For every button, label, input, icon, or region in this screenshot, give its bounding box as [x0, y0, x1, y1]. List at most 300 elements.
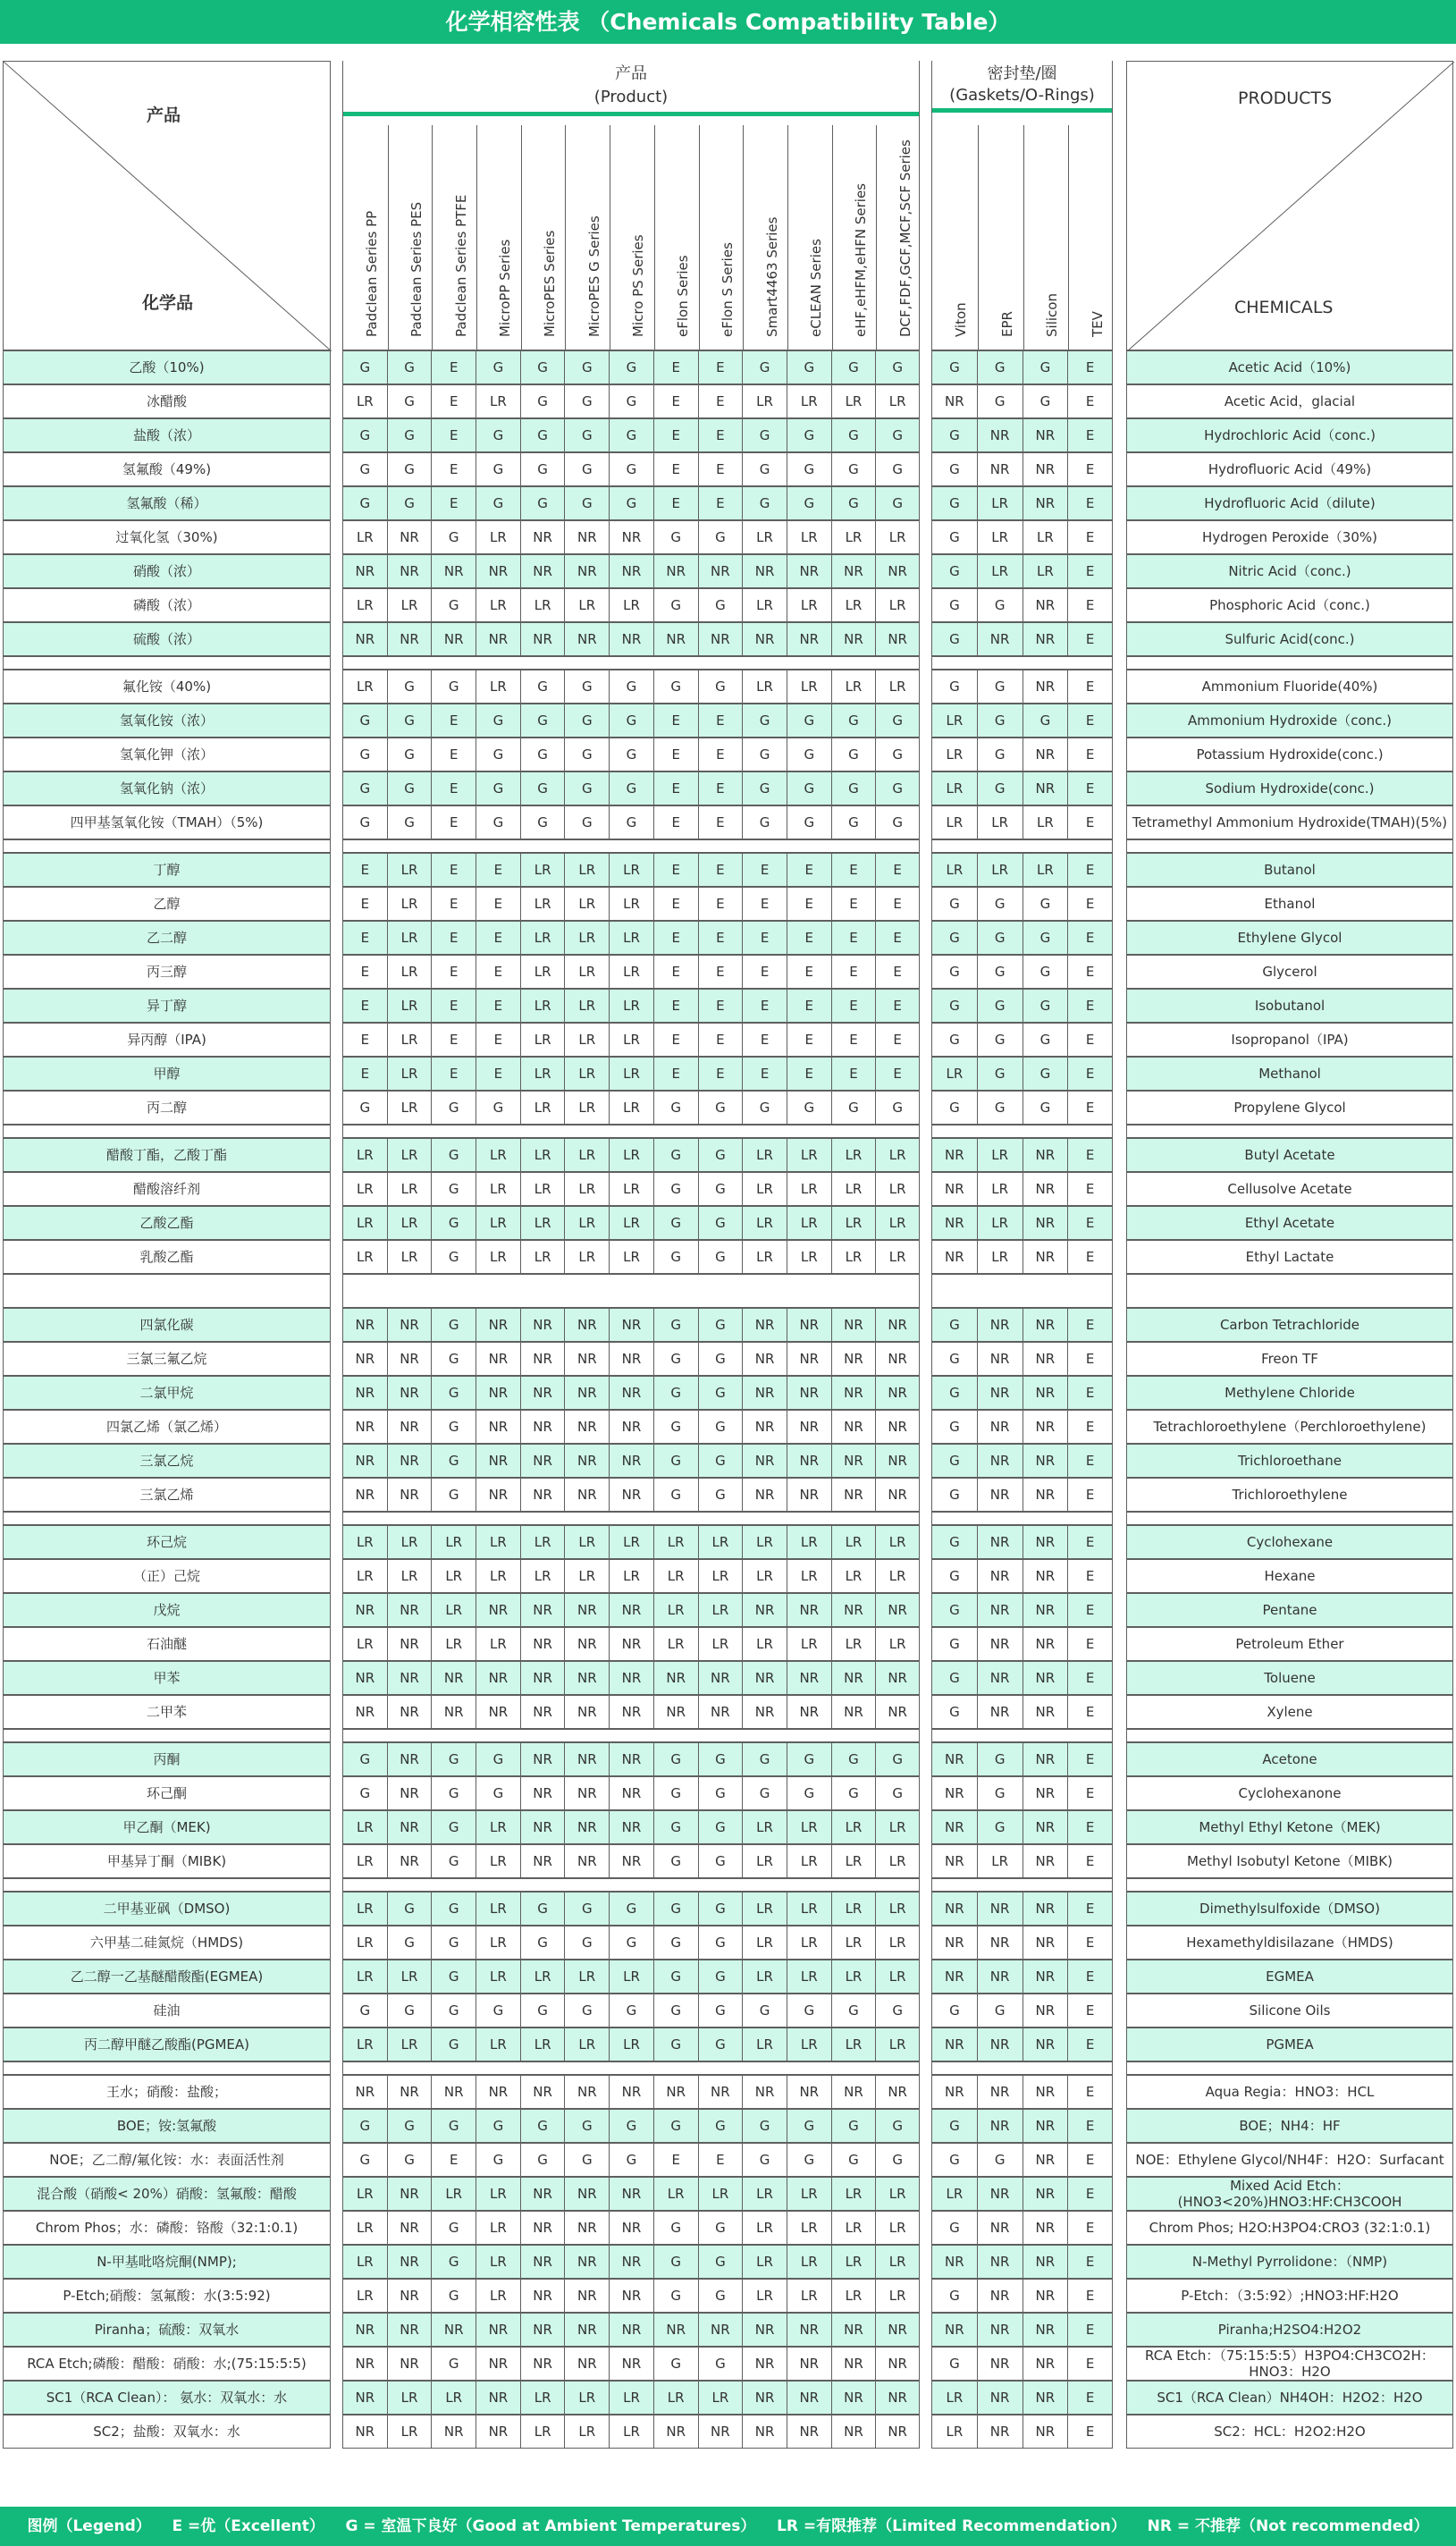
product-rating-cell: NR [787, 2381, 831, 2415]
product-rating-cell: E [476, 887, 520, 921]
gasket-rating-cell: E [1067, 1376, 1113, 1410]
product-rating-cell: G [520, 1926, 565, 1960]
product-rating-cell: NR [653, 1695, 698, 1729]
gasket-rating-cell: G [931, 2143, 977, 2177]
product-rating-cell: G [342, 738, 387, 771]
gasket-rating-cell: LR [931, 853, 977, 887]
product-rating-cell: LR [564, 2415, 609, 2449]
product-rating-cell: NR [742, 1695, 787, 1729]
chemical-name-en: Hydrofluoric Acid（dilute) [1126, 486, 1453, 520]
product-rating-cell: G [698, 1138, 743, 1172]
gasket-rating-cell: NR [1023, 622, 1068, 656]
product-rating-cell: LR [787, 1627, 831, 1661]
product-rating-cell: LR [520, 1240, 565, 1274]
product-rating-cell: G [387, 2143, 432, 2177]
product-rating-cell: G [787, 805, 831, 839]
product-rating-cell: G [742, 2143, 787, 2177]
product-rating-cell: G [520, 418, 565, 452]
chemical-name-en: Hexane [1126, 1559, 1453, 1593]
gasket-rating-cell: G [977, 1023, 1023, 1057]
chemical-name-en: Glycerol [1126, 955, 1453, 989]
product-rating-cell: G [787, 2109, 831, 2143]
gasket-rating-cell: NR [1023, 1444, 1068, 1478]
product-rating-cell: LR [609, 955, 653, 989]
product-rating-cell: E [831, 989, 876, 1023]
chemical-name-cn: 氟化铵（40%) [3, 670, 331, 704]
product-rating-cell: E [653, 738, 698, 771]
product-rating-cell: LR [520, 1057, 565, 1091]
product-rating-cell: G [609, 1994, 653, 2028]
chemical-name-cn: 硅油 [3, 1994, 331, 2028]
product-rating-cell: E [431, 384, 476, 418]
product-rating-cell: E [787, 1023, 831, 1057]
gasket-rating-cell: NR [931, 1810, 977, 1844]
chemical-name-cn: 盐酸（浓） [3, 418, 331, 452]
group-spacer [3, 1274, 331, 1308]
gasket-rating-cell: G [931, 2109, 977, 2143]
gasket-group-cn: 密封垫/圈 [987, 64, 1057, 83]
product-rating-cell: G [387, 486, 432, 520]
gasket-rating-cell: E [1067, 1776, 1113, 1810]
product-rating-cell: E [698, 805, 743, 839]
gasket-rating-cell: E [1067, 1844, 1113, 1878]
product-rating-cell: G [476, 486, 520, 520]
product-rating-cell: LR [520, 1206, 565, 1240]
product-group-en: (Product) [593, 88, 669, 106]
product-rating-cell: G [787, 738, 831, 771]
product-rating-cell: LR [831, 2245, 876, 2279]
gasket-rating-cell: NR [977, 2109, 1023, 2143]
product-rating-cell: G [698, 670, 743, 704]
product-rating-cell: NR [387, 1742, 432, 1776]
gasket-rating-cell: E [1067, 1478, 1113, 1512]
product-rating-cell: LR [431, 1627, 476, 1661]
product-rating-cell: NR [342, 1410, 387, 1444]
group-spacer [3, 1878, 331, 1892]
chemical-name-cn: 乙二醇一乙基醚醋酸酯(EGMEA) [3, 1960, 331, 1994]
gasket-rating-cell: NR [977, 452, 1023, 486]
chemical-name-cn: 甲基异丁酮（MIBK) [3, 1844, 331, 1878]
product-rating-cell: G [831, 2109, 876, 2143]
gasket-rating-cell: LR [1023, 805, 1068, 839]
product-rating-cell: G [609, 384, 653, 418]
product-rating-cell: LR [387, 1057, 432, 1091]
chemical-name-cn: 石油醚 [3, 1627, 331, 1661]
gasket-rating-cell: NR [1023, 588, 1068, 622]
product-rating-cell: LR [787, 1206, 831, 1240]
product-rating-cell: E [653, 418, 698, 452]
product-rating-cell: G [742, 1776, 787, 1810]
gasket-rating-cell: G [1023, 704, 1068, 738]
chemical-name-en: Methyl Ethyl Ketone（MEK) [1126, 1810, 1453, 1844]
product-rating-cell: G [431, 588, 476, 622]
product-rating-cell: G [476, 1091, 520, 1125]
product-rating-cell: NR [787, 2415, 831, 2449]
product-rating-cell: NR [564, 1661, 609, 1695]
product-rating-cell: NR [831, 2075, 876, 2109]
product-rating-cell: LR [520, 2415, 565, 2449]
product-rating-cell: G [831, 418, 876, 452]
gasket-rating-cell: G [931, 1661, 977, 1695]
product-rating-cell: NR [875, 1695, 920, 1729]
product-rating-cell: NR [609, 2211, 653, 2245]
gasket-rating-cell: G [931, 588, 977, 622]
gasket-column-header [1068, 125, 1114, 350]
product-rating-cell: E [431, 350, 476, 384]
product-rating-cell: LR [787, 2177, 831, 2211]
group-spacer [342, 2061, 920, 2075]
product-rating-cell: E [653, 452, 698, 486]
product-rating-cell: NR [875, 1308, 920, 1342]
product-rating-cell: NR [387, 2211, 432, 2245]
gasket-rating-cell: NR [1023, 1742, 1068, 1776]
gasket-rating-cell: E [1067, 1410, 1113, 1444]
product-rating-cell: LR [831, 1240, 876, 1274]
chemical-name-cn: 丙三醇 [3, 955, 331, 989]
product-rating-cell: NR [787, 1444, 831, 1478]
chemical-name-cn: 二甲苯 [3, 1695, 331, 1729]
gasket-rating-cell: E [1067, 350, 1113, 384]
product-rating-cell: LR [875, 2028, 920, 2061]
product-rating-cell: G [875, 1091, 920, 1125]
product-rating-cell: LR [742, 2279, 787, 2313]
product-rating-cell: E [698, 921, 743, 955]
product-column-header [476, 125, 521, 350]
product-rating-cell: NR [787, 1695, 831, 1729]
product-rating-cell: G [653, 2211, 698, 2245]
product-rating-cell: E [698, 452, 743, 486]
product-column-label: Smart4463 Series [763, 216, 780, 337]
gasket-rating-cell: LR [931, 1057, 977, 1091]
chemical-name-en: PGMEA [1126, 2028, 1453, 2061]
product-rating-cell: LR [653, 1559, 698, 1593]
product-rating-cell: G [431, 1240, 476, 1274]
product-rating-cell: LR [875, 588, 920, 622]
product-rating-cell: G [431, 1444, 476, 1478]
gasket-rating-cell: G [977, 588, 1023, 622]
gasket-rating-cell: NR [931, 1844, 977, 1878]
product-rating-cell: E [742, 955, 787, 989]
gasket-rating-cell: NR [1023, 2177, 1068, 2211]
gasket-column-header [978, 125, 1023, 350]
gasket-rating-cell: G [931, 670, 977, 704]
product-rating-cell: LR [875, 2177, 920, 2211]
product-rating-cell: E [653, 853, 698, 887]
product-rating-cell: LR [520, 887, 565, 921]
product-rating-cell: NR [520, 2211, 565, 2245]
gasket-rating-cell: NR [977, 2313, 1023, 2347]
gasket-rating-cell: G [931, 887, 977, 921]
group-spacer [1126, 839, 1453, 853]
product-rating-cell: E [698, 853, 743, 887]
product-rating-cell: E [875, 853, 920, 887]
group-spacer [1126, 1729, 1453, 1742]
header-chemical-cn: 化学品 [142, 293, 194, 313]
product-rating-cell: LR [387, 1525, 432, 1559]
product-rating-cell: LR [875, 1559, 920, 1593]
gasket-rating-cell: NR [1023, 2211, 1068, 2245]
product-rating-cell: G [564, 670, 609, 704]
product-rating-cell: LR [831, 2279, 876, 2313]
gasket-rating-cell: NR [977, 1926, 1023, 1960]
product-rating-cell: LR [564, 1240, 609, 1274]
product-rating-cell: LR [742, 588, 787, 622]
product-rating-cell: G [653, 1308, 698, 1342]
product-rating-cell: NR [609, 2245, 653, 2279]
product-rating-cell: E [342, 1057, 387, 1091]
product-rating-cell: LR [342, 2028, 387, 2061]
product-rating-cell: NR [831, 1478, 876, 1512]
product-rating-cell: NR [520, 1695, 565, 1729]
product-rating-cell: NR [609, 2177, 653, 2211]
product-rating-cell: NR [831, 1444, 876, 1478]
gasket-rating-cell: NR [1023, 486, 1068, 520]
product-rating-cell: G [653, 1994, 698, 2028]
gasket-rating-cell: NR [1023, 2028, 1068, 2061]
product-rating-cell: NR [387, 2279, 432, 2313]
product-rating-cell: NR [520, 1810, 565, 1844]
product-rating-cell: G [698, 1172, 743, 1206]
product-rating-cell: E [875, 921, 920, 955]
product-rating-cell: NR [831, 2415, 876, 2449]
product-rating-cell: LR [476, 1892, 520, 1926]
product-rating-cell: LR [342, 1206, 387, 1240]
gasket-rating-cell: NR [1023, 1172, 1068, 1206]
gasket-rating-cell: G [1023, 1023, 1068, 1057]
product-rating-cell: LR [742, 1627, 787, 1661]
gasket-rating-cell: G [977, 955, 1023, 989]
product-rating-cell: G [431, 1892, 476, 1926]
product-rating-cell: G [342, 486, 387, 520]
product-rating-cell: LR [875, 2279, 920, 2313]
product-rating-cell: G [653, 1892, 698, 1926]
product-rating-cell: LR [476, 2279, 520, 2313]
product-rating-cell: NR [742, 622, 787, 656]
gasket-rating-cell: NR [1023, 2381, 1068, 2415]
product-rating-cell: G [431, 1308, 476, 1342]
product-rating-cell: G [653, 2028, 698, 2061]
product-rating-cell: G [653, 1810, 698, 1844]
gasket-rating-cell: G [977, 350, 1023, 384]
product-rating-cell: LR [387, 588, 432, 622]
gasket-rating-cell: E [1067, 1926, 1113, 1960]
product-rating-cell: LR [609, 1960, 653, 1994]
product-rating-cell: G [431, 1960, 476, 1994]
product-rating-cell: E [431, 452, 476, 486]
chemical-name-en: Trichloroethylene [1126, 1478, 1453, 1512]
gasket-rating-cell: NR [1023, 1892, 1068, 1926]
product-rating-cell: LR [787, 670, 831, 704]
chemical-name-cn: 四甲基氢氧化铵（TMAH）（5%) [3, 805, 331, 839]
chemical-name-en: Methylene Chloride [1126, 1376, 1453, 1410]
product-rating-cell: NR [787, 622, 831, 656]
product-rating-cell: LR [609, 2028, 653, 2061]
group-spacer [342, 656, 920, 670]
product-rating-cell: LR [476, 1559, 520, 1593]
group-spacer [3, 1512, 331, 1525]
product-rating-cell: NR [476, 622, 520, 656]
chemical-name-cn: 异丁醇 [3, 989, 331, 1023]
product-rating-cell: G [564, 1926, 609, 1960]
product-rating-cell: NR [387, 1410, 432, 1444]
group-spacer [931, 1878, 1113, 1892]
product-rating-cell: G [387, 805, 432, 839]
product-rating-cell: LR [387, 2415, 432, 2449]
product-column-label: eFlon Series [675, 255, 692, 337]
product-rating-cell: LR [875, 670, 920, 704]
product-rating-cell: G [342, 2143, 387, 2177]
gasket-rating-cell: NR [977, 1444, 1023, 1478]
product-rating-cell: E [431, 704, 476, 738]
product-rating-cell: G [742, 1091, 787, 1125]
chemical-name-en: Dimethylsulfoxide（DMSO) [1126, 1892, 1453, 1926]
product-rating-cell: LR [831, 1138, 876, 1172]
product-rating-cell: NR [831, 1342, 876, 1376]
product-rating-cell: G [653, 520, 698, 554]
product-rating-cell: LR [875, 1240, 920, 1274]
product-rating-cell: LR [431, 2177, 476, 2211]
product-rating-cell: G [653, 2109, 698, 2143]
product-rating-cell: LR [831, 1559, 876, 1593]
product-rating-cell: NR [875, 622, 920, 656]
gasket-rating-cell: E [1067, 1695, 1113, 1729]
product-rating-cell: G [653, 1844, 698, 1878]
product-rating-cell: LR [875, 2211, 920, 2245]
gasket-rating-cell: G [931, 1559, 977, 1593]
product-rating-cell: LR [520, 1559, 565, 1593]
product-rating-cell: G [831, 2143, 876, 2177]
gasket-rating-cell: E [1067, 2109, 1113, 2143]
product-rating-cell: LR [875, 2245, 920, 2279]
product-rating-cell: G [609, 670, 653, 704]
product-rating-cell: LR [742, 1559, 787, 1593]
product-column-header [832, 125, 877, 350]
product-column-header [876, 125, 921, 350]
product-rating-cell: LR [476, 1206, 520, 1240]
gasket-rating-cell: G [931, 1478, 977, 1512]
product-rating-cell: G [742, 805, 787, 839]
gasket-rating-cell: NR [931, 2245, 977, 2279]
gasket-rating-cell: LR [931, 738, 977, 771]
product-rating-cell: E [342, 955, 387, 989]
product-rating-cell: LR [831, 1960, 876, 1994]
chemical-name-cn: 环己酮 [3, 1776, 331, 1810]
gasket-rating-cell: NR [977, 1960, 1023, 1994]
product-rating-cell: NR [831, 622, 876, 656]
product-rating-cell: G [875, 452, 920, 486]
product-rating-cell: G [520, 738, 565, 771]
product-rating-cell: NR [387, 1627, 432, 1661]
chemical-name-cn: 氢氧化铵（浓） [3, 704, 331, 738]
product-rating-cell: NR [564, 2211, 609, 2245]
product-rating-cell: G [342, 1091, 387, 1125]
gasket-rating-cell: G [977, 989, 1023, 1023]
product-rating-cell: E [476, 955, 520, 989]
gasket-rating-cell: NR [931, 1926, 977, 1960]
product-rating-cell: LR [787, 588, 831, 622]
product-rating-cell: G [653, 1138, 698, 1172]
product-rating-cell: LR [342, 1810, 387, 1844]
product-rating-cell: LR [476, 1960, 520, 1994]
gasket-rating-cell: E [1067, 1559, 1113, 1593]
product-rating-cell: G [431, 1994, 476, 2028]
chemical-name-en: Sodium Hydroxide(conc.) [1126, 771, 1453, 805]
product-rating-cell: G [387, 1994, 432, 2028]
product-rating-cell: G [698, 2279, 743, 2313]
gasket-rating-cell: G [931, 989, 977, 1023]
product-rating-cell: LR [387, 2381, 432, 2415]
gasket-rating-cell: NR [1023, 1138, 1068, 1172]
chemical-name-en: Silicone Oils [1126, 1994, 1453, 2028]
product-rating-cell: NR [342, 1444, 387, 1478]
product-rating-cell: LR [742, 1960, 787, 1994]
product-rating-cell: LR [564, 2381, 609, 2415]
product-rating-cell: G [564, 2109, 609, 2143]
product-rating-cell: E [653, 1023, 698, 1057]
chemical-name-cn: SC2；盐酸：双氧水：水 [3, 2415, 331, 2449]
product-rating-cell: NR [564, 1695, 609, 1729]
gasket-rating-cell: NR [1023, 1376, 1068, 1410]
product-rating-cell: G [609, 452, 653, 486]
product-rating-cell: G [698, 1206, 743, 1240]
product-rating-cell: LR [520, 955, 565, 989]
chemical-name-cn: 乳酸乙酯 [3, 1240, 331, 1274]
gasket-rating-cell: NR [931, 1240, 977, 1274]
product-rating-cell: G [431, 1138, 476, 1172]
product-rating-cell: NR [564, 1742, 609, 1776]
product-rating-cell: LR [609, 989, 653, 1023]
product-rating-cell: LR [520, 1525, 565, 1559]
gasket-rating-cell: G [931, 554, 977, 588]
gasket-rating-cell: G [931, 2347, 977, 2381]
gasket-rating-cell: G [931, 1593, 977, 1627]
gasket-rating-cell: G [977, 771, 1023, 805]
product-rating-cell: LR [742, 520, 787, 554]
gasket-rating-cell: E [1067, 1444, 1113, 1478]
product-rating-cell: NR [609, 520, 653, 554]
chemical-name-cn: 环己烷 [3, 1525, 331, 1559]
product-rating-cell: NR [609, 1844, 653, 1878]
product-rating-cell: NR [564, 1342, 609, 1376]
product-rating-cell: LR [476, 520, 520, 554]
product-rating-cell: LR [431, 1525, 476, 1559]
product-rating-cell: NR [875, 1444, 920, 1478]
product-rating-cell: E [698, 1023, 743, 1057]
product-rating-cell: G [431, 1810, 476, 1844]
gasket-rating-cell: E [1067, 622, 1113, 656]
product-rating-cell: NR [476, 1661, 520, 1695]
product-rating-cell: NR [564, 1376, 609, 1410]
product-rating-cell: G [342, 1994, 387, 2028]
product-column-label: MicroPES G Series [585, 215, 602, 337]
product-rating-cell: G [653, 1206, 698, 1240]
product-rating-cell: LR [564, 1559, 609, 1593]
product-rating-cell: E [787, 1057, 831, 1091]
product-rating-cell: NR [609, 1308, 653, 1342]
product-rating-cell: G [342, 350, 387, 384]
chemicals-header-cn [3, 61, 331, 350]
gasket-rating-cell: E [1067, 1240, 1113, 1274]
product-rating-cell: NR [520, 1308, 565, 1342]
group-spacer [3, 2061, 331, 2075]
product-rating-cell: LR [387, 1240, 432, 1274]
product-rating-cell: G [831, 1091, 876, 1125]
product-rating-cell: NR [787, 2313, 831, 2347]
product-rating-cell: NR [520, 2279, 565, 2313]
gasket-rating-cell: G [977, 887, 1023, 921]
product-rating-cell: G [653, 1342, 698, 1376]
product-rating-cell: G [698, 1844, 743, 1878]
